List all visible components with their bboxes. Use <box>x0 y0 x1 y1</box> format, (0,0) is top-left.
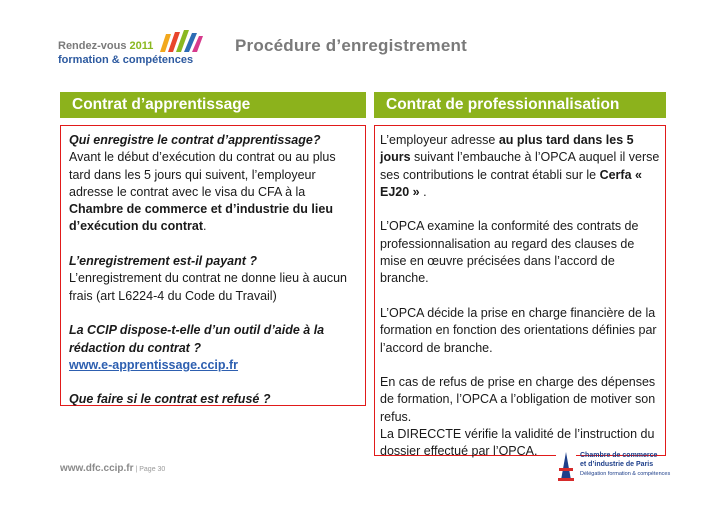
paragraph-opca-examines: L’OPCA examine la conformité des contrats de professionnalisation au regard des clauses de mise en œuvre précisées dans l’accord de branche. <box>380 219 639 286</box>
answer-is-paid: L’enregistrement du contrat ne donne lieu à aucun frais (art L6224-4 du Code du Travail) <box>69 271 347 303</box>
ccip-emblem-icon <box>556 450 576 482</box>
question-contract-refused: Que faire si le contrat est refusé ? <box>69 392 271 407</box>
question-who-registers: Qui enregistre le contrat d’apprentissage? <box>69 133 321 147</box>
page-number: | Page 30 <box>133 466 166 473</box>
e-apprentissage-link[interactable]: www.e-apprentissage.ccip.fr <box>69 357 239 372</box>
professionnalisation-panel <box>374 125 666 459</box>
professionnalisation-header: Contrat de professionnalisation <box>374 92 666 118</box>
question-drafting-tool: La CCIP dispose-t-elle d’un outil d’aide à la rédaction du contrat ? <box>69 323 325 355</box>
paragraph-opca-decides: L’OPCA décide la prise en charge financière de la formation en fonction des orientations définies par l’accord de branche. <box>380 305 657 355</box>
apprentissage-panel <box>60 125 366 406</box>
footer-site <box>60 463 165 474</box>
answer-who-registers: Avant le début d’exécution du contrat ou au plus tard dans les 5 jours qui suivent, l’employeur adresse le contrat avec le visa du CFA à la Chambre de commerce et d’industrie du lieu d’exécution du contrat. <box>69 150 336 234</box>
paragraph-direccte: La DIRECCTE vérifie la validité de l’instruction du dossier effectué par l’OPCA. <box>380 427 655 459</box>
apprentissage-header: Contrat d’apprentissage <box>60 92 366 118</box>
rendez-vous-logo <box>58 30 198 72</box>
logo-color-bars-icon <box>158 30 203 54</box>
page-title: Procédure d’enregistrement <box>235 36 467 55</box>
logo-line2: formation & compétences <box>58 54 194 66</box>
paragraph-refusal: En cas de refus de prise en charge des dépenses de formation, l’OPCA a l’obligation de motiver son refus. <box>380 375 656 424</box>
footer-url-link[interactable]: www.dfc.ccip.fr <box>60 463 134 474</box>
paragraph-employer-sends: L’employeur adresse au plus tard dans les 5 jours suivant l’embauche à l’OPCA auquel il verse ses contributions le contrat établi sur le Cerfa « EJ20 » . <box>380 133 660 199</box>
logo-line1: Rendez-vous 2011 <box>58 40 154 52</box>
question-is-paid: L’enregistrement est-il payant ? <box>69 254 258 269</box>
ccip-subtitle: Délégation formation & compétences <box>580 471 671 477</box>
ccip-name: Chambre de commerce et d’industrie de Paris <box>580 452 658 468</box>
ccip-logo <box>556 448 671 486</box>
